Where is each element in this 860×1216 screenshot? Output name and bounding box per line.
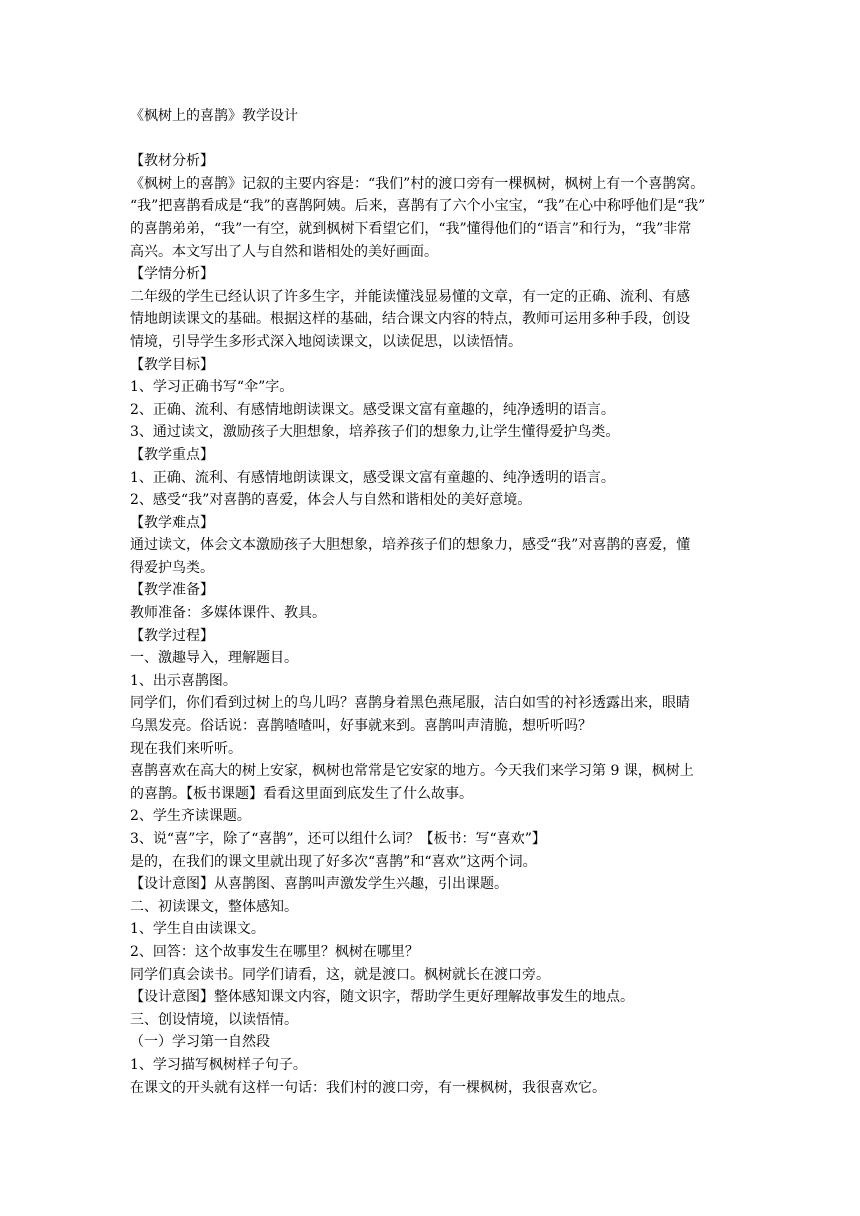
text-line: 【设计意图】整体感知课文内容，随文识字，帮助学生更好理解故事发生的地点。 [130, 989, 634, 1006]
text-line: 2、感受“我”对喜鹊的喜爱，体会人与自然和谐相处的美好意境。 [130, 492, 532, 509]
text-line: 得爱护鸟类。 [130, 559, 214, 576]
text-line: 1、出示喜鹊图。 [130, 672, 237, 689]
section-heading: 【教学难点】 [130, 514, 214, 531]
document-lines [130, 150, 734, 1099]
text-line: 1、学习正确书写“伞”字。 [130, 379, 294, 396]
document-body [130, 105, 734, 1099]
text-line: （一）学习第一自然段 [130, 1034, 270, 1051]
text-line: 的喜鹊弟弟，“我”一有空，就到枫树下看望它们，“我”懂得他们的“语言”和行为，“我”非常 [130, 220, 692, 237]
text-line: 的喜鹊。【板书课题】看看这里面到底发生了什么故事。 [130, 785, 473, 802]
text-line: 1、正确、流利、有感情地朗读课文，感受课文富有童趣的、纯净透明的语言。 [130, 469, 615, 486]
text-line: 二年级的学生已经认识了许多生字，并能读懂浅显易懂的文章，有一定的正确、流利、有感 [130, 288, 690, 305]
text-line: 是的，在我们的课文里就出现了好多次“喜鹊”和“喜欢”这两个词。 [130, 853, 537, 870]
text-line: 2、正确、流利、有感情地朗读课文。感受课文富有童趣的，纯净透明的语言。 [130, 401, 615, 418]
text-line: 现在我们来听听。 [130, 740, 242, 757]
text-line: 1、学生自由读课文。 [130, 921, 265, 938]
section-heading: 【教学准备】 [130, 582, 214, 599]
text-line: 二、初读课文，整体感知。 [130, 898, 298, 915]
section-heading: 【教学目标】 [130, 356, 214, 373]
text-line: 《枫树上的喜鹊》记叙的主要内容是：“我们”村的渡口旁有一棵枫树，枫树上有一个喜鹊窝。 [130, 175, 705, 192]
text-line: 一、激趣导入，理解题目。 [130, 650, 298, 667]
text-line: 在课文的开头就有这样一句话：我们村的渡口旁，有一棵枫树，我很喜欢它。 [130, 1079, 606, 1096]
text-line: 同学们真会读书。同学们请看，这，就是渡口。枫树就长在渡口旁。 [130, 966, 550, 983]
text-line: 【设计意图】从喜鹊图、喜鹊叫声激发学生兴趣，引出课题。 [130, 876, 508, 893]
text-line: “我”把喜鹊看成是“我”的喜鹊阿姨。后来，喜鹊有了六个小宝宝，“我”在心中称呼他们是“我” [130, 198, 706, 215]
section-heading: 【学情分析】 [130, 266, 214, 283]
text-line: 1、学习描写枫树样子句子。 [130, 1056, 307, 1073]
text-line: 乌黑发亮。俗话说：喜鹊喳喳叫，好事就来到。喜鹊叫声清脆，想听听吗？ [130, 718, 592, 735]
text-line: 教师准备：多媒体课件、教具。 [130, 605, 326, 622]
text-line: 2、回答：这个故事发生在哪里？枫树在哪里？ [130, 943, 419, 960]
text-line: 高兴。本文写出了人与自然和谐相处的美好画面。 [130, 243, 438, 260]
text-line: 三、创设情境，以读悟情。 [130, 1011, 298, 1028]
document-title: 《枫树上的喜鹊》教学设计 [130, 108, 298, 124]
text-line: 喜鹊喜欢在高大的树上安家，枫树也常常是它安家的地方。今天我们来学习第 9 课，枫树上 [130, 763, 694, 780]
text-line: 3、通过读文，激励孩子大胆想象，培养孩子们的想象力,让学生懂得爱护鸟类。 [130, 424, 620, 441]
text-line: 情地朗读课文的基础。根据这样的基础，结合课文内容的特点，教师可运用多种手段，创设 [130, 311, 690, 328]
text-line: 同学们，你们看到过树上的鸟儿吗？喜鹊身着黑色燕尾服，洁白如雪的衬衫透露出来，眼睛 [130, 695, 690, 712]
text-line: 3、说“喜”字，除了“喜鹊”，还可以组什么词？【板书：写“喜欢”】 [130, 831, 546, 847]
text-line: 2、学生齐读课题。 [130, 808, 251, 825]
text-line: 通过读文，体会文本激励孩子大胆想象，培养孩子们的想象力，感受“我”对喜鹊的喜爱，懂 [130, 537, 691, 554]
text-line: 情境，引导学生多形式深入地阅读课文，以读促思，以读悟情。 [130, 333, 522, 350]
section-heading: 【教学重点】 [130, 446, 214, 463]
section-heading: 【教学过程】 [130, 627, 214, 644]
section-heading: 【教材分析】 [130, 153, 214, 170]
